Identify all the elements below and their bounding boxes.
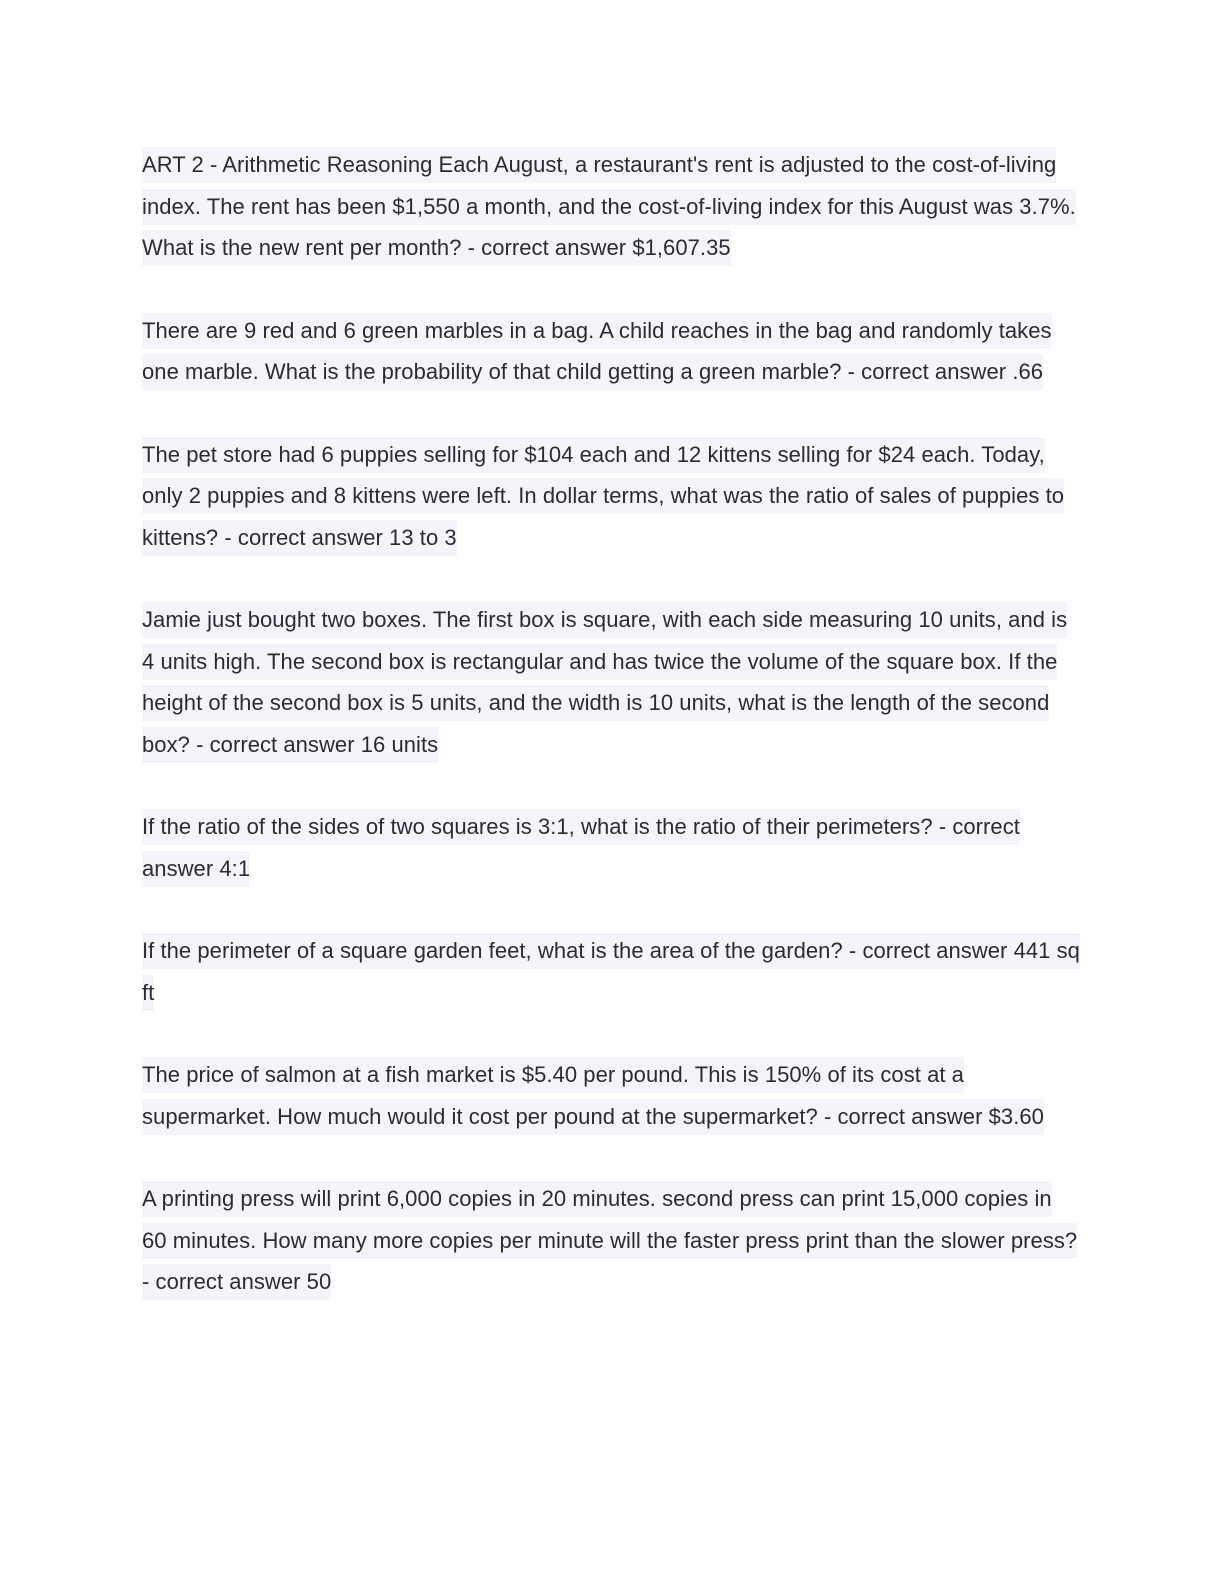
question-text: The pet store had 6 puppies selling for $104 each and 12 kittens selling for $24 each. Today, only 2 puppies and 8 kittens were left. In dollar terms, what was the ratio of sales of puppies to kittens? - correct answer 13 to 3: [142, 437, 1064, 556]
question-text: There are 9 red and 6 green marbles in a bag. A child reaches in the bag and randomly takes one marble. What is the probability of that child getting a green marble? - correct answer .66: [142, 313, 1052, 391]
question-text: The price of salmon at a fish market is $5.40 per pound. This is 150% of its cost at a supermarket. How much would it cost per pound at the supermarket? - correct answer $3.60: [142, 1057, 1044, 1135]
question-answer-2: [142, 310, 1082, 393]
question-text: If the perimeter of a square garden feet, what is the area of the garden? - correct answer 441 sq ft: [142, 933, 1080, 1011]
question-text: A printing press will print 6,000 copies in 20 minutes. second press can print 15,000 copies in 60 minutes. How many more copies per minute will the faster press print than the slower press? - correct answer 50: [142, 1181, 1077, 1300]
question-text: If the ratio of the sides of two squares is 3:1, what is the ratio of their perimeters? - correct answer 4:1: [142, 809, 1020, 887]
question-answer-5: [142, 806, 1082, 889]
question-answer-1: [142, 144, 1082, 269]
question-answer-7: [142, 1054, 1082, 1137]
question-text: ART 2 - Arithmetic Reasoning Each August, a restaurant's rent is adjusted to the cost-of-living index. The rent has been $1,550 a month, and the cost-of-living index for this August was 3.7%. What is the new rent per month? - correct answer $1,607.35: [142, 147, 1076, 266]
question-answer-6: [142, 930, 1082, 1013]
question-answer-3: [142, 434, 1082, 559]
question-text: Jamie just bought two boxes. The first box is square, with each side measuring 10 units, and is 4 units high. The second box is rectangular and has twice the volume of the square box. If the height of the second box is 5 units, and the width is 10 units, what is the length of the second box? - correct answer 16 units: [142, 602, 1067, 763]
question-list: [142, 144, 1082, 1344]
question-answer-4: [142, 599, 1082, 765]
question-answer-8: [142, 1178, 1082, 1303]
